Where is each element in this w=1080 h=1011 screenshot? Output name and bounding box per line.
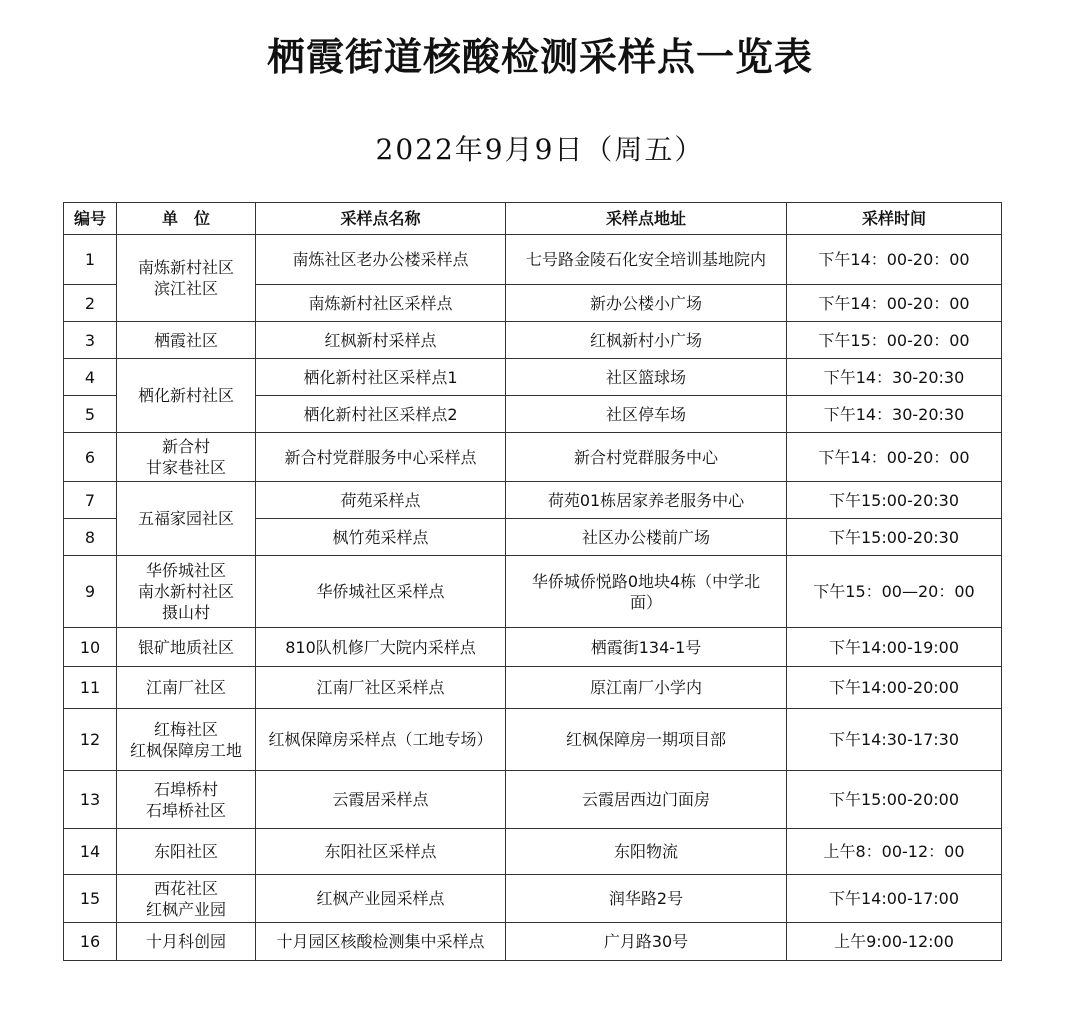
cell-unit [117, 628, 256, 667]
cell-no: 8 [64, 519, 117, 556]
cell-time: 下午14：00-20：00 [787, 285, 1002, 322]
cell-site-name: 栖化新村社区采样点2 [256, 396, 506, 433]
cell-time: 下午14：00-20：00 [787, 433, 1002, 482]
unit-line: 十月科创园 [145, 932, 226, 951]
table-row [64, 359, 1002, 396]
cell-unit [117, 433, 256, 482]
unit-line: 滨江社区 [153, 279, 218, 298]
cell-time: 下午14：30-20:30 [787, 396, 1002, 433]
cell-site-name: 810队机修厂大院内采样点 [256, 628, 506, 667]
cell-address: 云霞居西边门面房 [506, 771, 787, 829]
cell-unit [117, 482, 256, 556]
unit-line: 新合村 [161, 437, 210, 456]
cell-time: 下午14:00-20:00 [787, 667, 1002, 709]
cell-address: 东阳物流 [506, 829, 787, 875]
header-site-name: 采样点名称 [256, 203, 506, 235]
cell-unit [117, 359, 256, 433]
table-row [64, 322, 1002, 359]
page-title: 栖霞街道核酸检测采样点一览表 [266, 35, 813, 79]
cell-no: 11 [64, 667, 117, 709]
cell-unit [117, 235, 256, 322]
cell-site-name: 红枫新村采样点 [256, 322, 506, 359]
cell-unit [117, 709, 256, 771]
unit-line: 石埠桥村 [153, 779, 218, 799]
header-unit: 单 位 [117, 203, 256, 235]
header-time: 采样时间 [787, 203, 1002, 235]
cell-no: 15 [64, 875, 117, 923]
cell-time: 下午14:00-19:00 [787, 628, 1002, 667]
cell-no: 16 [64, 923, 117, 961]
header-no: 编号 [64, 203, 117, 235]
table-row [64, 628, 1002, 667]
unit-line: 栖化新村社区 [137, 386, 234, 405]
cell-unit [117, 667, 256, 709]
cell-no: 4 [64, 359, 117, 396]
unit-line: 栖霞社区 [153, 330, 218, 350]
cell-site-name: 枫竹苑采样点 [256, 519, 506, 556]
cell-site-name: 云霞居采样点 [256, 771, 506, 829]
unit-line: 摄山村 [161, 603, 210, 622]
cell-time: 下午14：30-20:30 [787, 359, 1002, 396]
cell-unit [117, 322, 256, 359]
table-row [64, 556, 1002, 628]
cell-time: 下午14:00-17:00 [787, 875, 1002, 923]
cell-address: 新办公楼小广场 [506, 285, 787, 322]
cell-site-name: 十月园区核酸检测集中采样点 [256, 923, 506, 961]
cell-time: 下午14:30-17:30 [787, 709, 1002, 771]
cell-no: 14 [64, 829, 117, 875]
cell-address: 栖霞街134-1号 [506, 628, 787, 667]
cell-site-name: 新合村党群服务中心采样点 [256, 433, 506, 482]
address-line: 面） [629, 592, 662, 612]
table-row [64, 923, 1002, 961]
table-row [64, 875, 1002, 923]
cell-time: 下午15:00-20:30 [787, 519, 1002, 556]
cell-site-name: 华侨城社区采样点 [256, 556, 506, 628]
cell-site-name: 栖化新村社区采样点1 [256, 359, 506, 396]
cell-unit [117, 771, 256, 829]
cell-site-name: 东阳社区采样点 [256, 829, 506, 875]
unit-line: 南水新村社区 [137, 582, 234, 601]
cell-unit [117, 875, 256, 923]
table-row [64, 235, 1002, 285]
cell-address: 社区停车场 [506, 396, 787, 433]
cell-no: 10 [64, 628, 117, 667]
cell-site-name: 南炼社区老办公楼采样点 [256, 235, 506, 285]
address-line: 华侨城侨悦路0地块4栋（中学北 [531, 571, 761, 591]
unit-line: 银矿地质社区 [137, 637, 234, 657]
cell-time: 下午14：00-20：00 [787, 235, 1002, 285]
cell-no: 6 [64, 433, 117, 482]
cell-address: 红枫保障房一期项目部 [506, 709, 787, 771]
unit-line: 江南厂社区 [145, 678, 226, 697]
table-header-row [64, 203, 1002, 235]
cell-site-name: 红枫产业园采样点 [256, 875, 506, 923]
cell-no: 9 [64, 556, 117, 628]
header-address: 采样点地址 [506, 203, 787, 235]
cell-site-name: 江南厂社区采样点 [256, 667, 506, 709]
unit-line: 西花社区 [153, 878, 218, 898]
cell-time: 下午15：00-20：00 [787, 322, 1002, 359]
cell-address: 荷苑01栋居家养老服务中心 [506, 482, 787, 519]
table-row [64, 433, 1002, 482]
unit-line: 华侨城社区 [145, 561, 226, 580]
unit-line: 南炼新村社区 [137, 258, 234, 277]
cell-no: 13 [64, 771, 117, 829]
cell-address: 社区办公楼前广场 [506, 519, 787, 556]
table-row [64, 829, 1002, 875]
table-row [64, 667, 1002, 709]
cell-no: 1 [64, 235, 117, 285]
cell-site-name: 红枫保障房采样点（工地专场） [256, 709, 506, 771]
cell-address: 原江南厂小学内 [506, 667, 787, 709]
cell-no: 2 [64, 285, 117, 322]
sampling-sites-table [63, 202, 1002, 961]
cell-site-name: 荷苑采样点 [256, 482, 506, 519]
unit-line: 五福家园社区 [137, 509, 234, 528]
cell-unit [117, 923, 256, 961]
cell-no: 7 [64, 482, 117, 519]
table-row [64, 482, 1002, 519]
cell-address: 社区篮球场 [506, 359, 787, 396]
unit-line: 东阳社区 [153, 842, 218, 861]
table-row [64, 709, 1002, 771]
cell-time: 下午15:00-20:00 [787, 771, 1002, 829]
cell-time: 下午15：00—20：00 [787, 556, 1002, 628]
cell-address: 新合村党群服务中心 [506, 433, 787, 482]
cell-unit [117, 829, 256, 875]
unit-line: 红梅社区 [153, 719, 218, 739]
cell-address [506, 556, 787, 628]
unit-line: 甘家巷社区 [145, 458, 226, 477]
cell-no: 12 [64, 709, 117, 771]
unit-line: 红枫保障房工地 [129, 740, 242, 760]
unit-line: 红枫产业园 [145, 899, 226, 919]
cell-unit [117, 556, 256, 628]
cell-time: 上午9:00-12:00 [787, 923, 1002, 961]
cell-address: 润华路2号 [506, 875, 787, 923]
cell-no: 5 [64, 396, 117, 433]
table-row [64, 771, 1002, 829]
cell-address: 七号路金陵石化安全培训基地院内 [506, 235, 787, 285]
cell-site-name: 南炼新村社区采样点 [256, 285, 506, 322]
page-date: 2022年9月9日（周五） [375, 133, 705, 166]
cell-address: 红枫新村小广场 [506, 322, 787, 359]
cell-address: 广月路30号 [506, 923, 787, 961]
unit-line: 石埠桥社区 [145, 800, 226, 820]
cell-time: 上午8：00-12：00 [787, 829, 1002, 875]
cell-time: 下午15:00-20:30 [787, 482, 1002, 519]
cell-no: 3 [64, 322, 117, 359]
